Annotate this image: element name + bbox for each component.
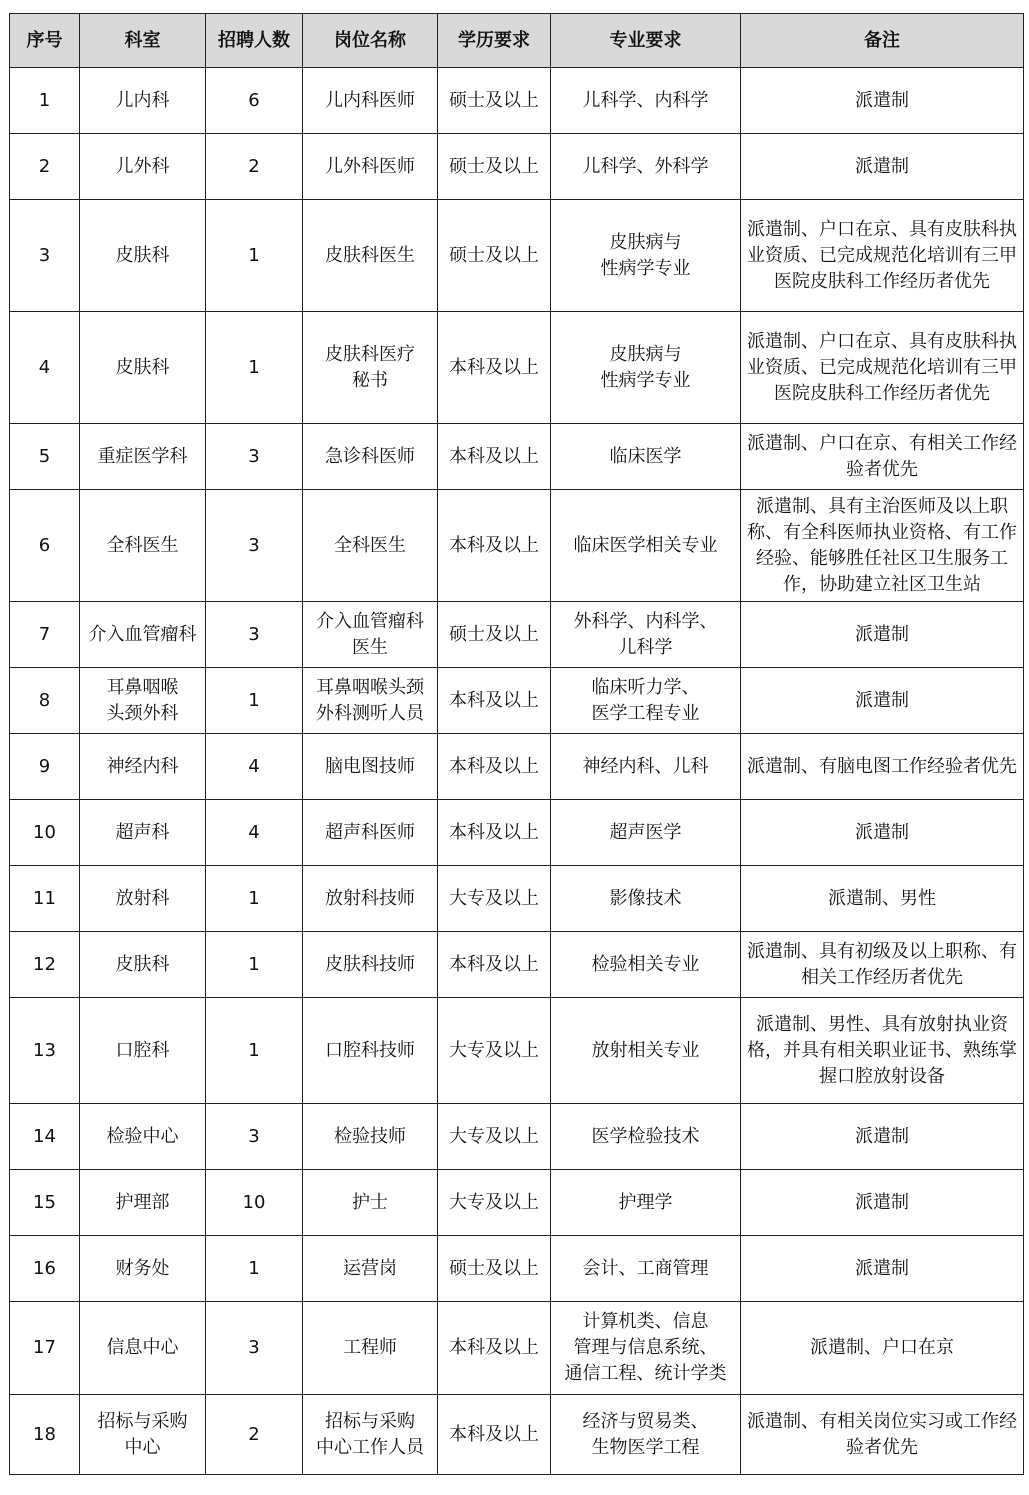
- cell-major: 皮肤病与 性病学专业: [551, 312, 741, 424]
- table-row: [10, 1170, 1024, 1236]
- cell-post: 皮肤科医生: [303, 200, 438, 312]
- cell-no: 14: [10, 1104, 80, 1170]
- table-row: [10, 866, 1024, 932]
- cell-major: 护理学: [551, 1170, 741, 1236]
- cell-dept: 护理部: [80, 1170, 206, 1236]
- cell-count: 3: [206, 490, 303, 602]
- cell-major: 神经内科、儿科: [551, 734, 741, 800]
- cell-count: 4: [206, 734, 303, 800]
- table-row: [10, 932, 1024, 998]
- cell-major: 医学检验技术: [551, 1104, 741, 1170]
- cell-edu: 本科及以上: [438, 312, 551, 424]
- cell-no: 6: [10, 490, 80, 602]
- table-row: [10, 998, 1024, 1104]
- cell-post: 急诊科医师: [303, 424, 438, 490]
- cell-post: 全科医生: [303, 490, 438, 602]
- cell-post: 工程师: [303, 1302, 438, 1395]
- cell-edu: 硕士及以上: [438, 1236, 551, 1302]
- cell-no: 4: [10, 312, 80, 424]
- col-header-dept: 科室: [80, 14, 206, 68]
- cell-dept: 儿内科: [80, 68, 206, 134]
- cell-note: 派遣制: [741, 68, 1024, 134]
- cell-post: 检验技师: [303, 1104, 438, 1170]
- cell-major: 检验相关专业: [551, 932, 741, 998]
- cell-dept: 全科医生: [80, 490, 206, 602]
- table-row: [10, 134, 1024, 200]
- cell-edu: 硕士及以上: [438, 602, 551, 668]
- cell-major: 放射相关专业: [551, 998, 741, 1104]
- cell-post: 皮肤科医疗 秘书: [303, 312, 438, 424]
- cell-count: 2: [206, 1395, 303, 1475]
- cell-major: 经济与贸易类、 生物医学工程: [551, 1395, 741, 1475]
- cell-edu: 大专及以上: [438, 1104, 551, 1170]
- cell-dept: 皮肤科: [80, 200, 206, 312]
- cell-major: 会计、工商管理: [551, 1236, 741, 1302]
- cell-count: 3: [206, 424, 303, 490]
- cell-edu: 本科及以上: [438, 734, 551, 800]
- table-row: [10, 1395, 1024, 1475]
- cell-no: 11: [10, 866, 80, 932]
- col-header-post: 岗位名称: [303, 14, 438, 68]
- cell-edu: 本科及以上: [438, 490, 551, 602]
- recruitment-table: [9, 13, 1024, 1475]
- cell-note: 派遣制、男性、具有放射执业资格，并具有相关职业证书、熟练掌握口腔放射设备: [741, 998, 1024, 1104]
- cell-count: 1: [206, 866, 303, 932]
- cell-post: 皮肤科技师: [303, 932, 438, 998]
- cell-post: 超声科医师: [303, 800, 438, 866]
- table-row: [10, 200, 1024, 312]
- cell-note: 派遣制: [741, 800, 1024, 866]
- cell-edu: 硕士及以上: [438, 68, 551, 134]
- cell-dept: 超声科: [80, 800, 206, 866]
- cell-note: 派遣制: [741, 1170, 1024, 1236]
- table-row: [10, 1236, 1024, 1302]
- cell-note: 派遣制: [741, 1104, 1024, 1170]
- cell-dept: 重症医学科: [80, 424, 206, 490]
- table-row: [10, 800, 1024, 866]
- cell-count: 1: [206, 312, 303, 424]
- cell-dept: 财务处: [80, 1236, 206, 1302]
- cell-post: 招标与采购 中心工作人员: [303, 1395, 438, 1475]
- table-row: [10, 1104, 1024, 1170]
- cell-edu: 大专及以上: [438, 866, 551, 932]
- cell-edu: 本科及以上: [438, 800, 551, 866]
- table-row: [10, 1302, 1024, 1395]
- cell-no: 3: [10, 200, 80, 312]
- cell-dept: 皮肤科: [80, 932, 206, 998]
- cell-no: 13: [10, 998, 80, 1104]
- cell-note: 派遣制: [741, 134, 1024, 200]
- cell-post: 运营岗: [303, 1236, 438, 1302]
- cell-edu: 本科及以上: [438, 932, 551, 998]
- cell-edu: 硕士及以上: [438, 134, 551, 200]
- cell-dept: 信息中心: [80, 1302, 206, 1395]
- cell-post: 脑电图技师: [303, 734, 438, 800]
- cell-count: 3: [206, 1104, 303, 1170]
- cell-note: 派遣制、有脑电图工作经验者优先: [741, 734, 1024, 800]
- cell-no: 10: [10, 800, 80, 866]
- cell-note: 派遣制、具有主治医师及以上职称、有全科医师执业资格、有工作经验、能够胜任社区卫生服务工作，协助建立社区卫生站: [741, 490, 1024, 602]
- table-row: [10, 68, 1024, 134]
- cell-major: 外科学、内科学、 儿科学: [551, 602, 741, 668]
- cell-count: 10: [206, 1170, 303, 1236]
- cell-count: 4: [206, 800, 303, 866]
- cell-no: 9: [10, 734, 80, 800]
- cell-major: 皮肤病与 性病学专业: [551, 200, 741, 312]
- cell-major: 临床医学: [551, 424, 741, 490]
- table-row: [10, 602, 1024, 668]
- cell-dept: 检验中心: [80, 1104, 206, 1170]
- cell-dept: 口腔科: [80, 998, 206, 1104]
- col-header-edu: 学历要求: [438, 14, 551, 68]
- cell-note: 派遣制: [741, 602, 1024, 668]
- cell-post: 护士: [303, 1170, 438, 1236]
- cell-edu: 本科及以上: [438, 668, 551, 734]
- cell-count: 6: [206, 68, 303, 134]
- cell-edu: 硕士及以上: [438, 200, 551, 312]
- cell-dept: 招标与采购 中心: [80, 1395, 206, 1475]
- cell-edu: 大专及以上: [438, 998, 551, 1104]
- cell-major: 临床听力学、 医学工程专业: [551, 668, 741, 734]
- cell-major: 儿科学、内科学: [551, 68, 741, 134]
- table-row: [10, 312, 1024, 424]
- cell-post: 口腔科技师: [303, 998, 438, 1104]
- cell-count: 1: [206, 668, 303, 734]
- cell-dept: 儿外科: [80, 134, 206, 200]
- cell-count: 1: [206, 1236, 303, 1302]
- cell-no: 5: [10, 424, 80, 490]
- cell-no: 1: [10, 68, 80, 134]
- cell-post: 儿外科医师: [303, 134, 438, 200]
- cell-edu: 本科及以上: [438, 1302, 551, 1395]
- cell-no: 18: [10, 1395, 80, 1475]
- cell-major: 影像技术: [551, 866, 741, 932]
- cell-count: 1: [206, 932, 303, 998]
- cell-dept: 神经内科: [80, 734, 206, 800]
- cell-note: 派遣制、户口在京: [741, 1302, 1024, 1395]
- cell-no: 8: [10, 668, 80, 734]
- col-header-count: 招聘人数: [206, 14, 303, 68]
- header-row: [10, 14, 1024, 68]
- cell-no: 16: [10, 1236, 80, 1302]
- cell-major: 儿科学、外科学: [551, 134, 741, 200]
- table-row: [10, 490, 1024, 602]
- cell-edu: 本科及以上: [438, 1395, 551, 1475]
- cell-no: 12: [10, 932, 80, 998]
- cell-dept: 介入血管瘤科: [80, 602, 206, 668]
- cell-no: 2: [10, 134, 80, 200]
- table-row: [10, 734, 1024, 800]
- cell-no: 7: [10, 602, 80, 668]
- col-header-note: 备注: [741, 14, 1024, 68]
- table-row: [10, 424, 1024, 490]
- cell-major: 临床医学相关专业: [551, 490, 741, 602]
- cell-count: 3: [206, 1302, 303, 1395]
- cell-post: 放射科技师: [303, 866, 438, 932]
- table-row: [10, 668, 1024, 734]
- cell-major: 计算机类、信息 管理与信息系统、 通信工程、统计学类: [551, 1302, 741, 1395]
- cell-note: 派遣制、户口在京、有相关工作经验者优先: [741, 424, 1024, 490]
- cell-dept: 皮肤科: [80, 312, 206, 424]
- cell-no: 15: [10, 1170, 80, 1236]
- cell-no: 17: [10, 1302, 80, 1395]
- cell-count: 3: [206, 602, 303, 668]
- col-header-no: 序号: [10, 14, 80, 68]
- cell-edu: 本科及以上: [438, 424, 551, 490]
- cell-count: 1: [206, 998, 303, 1104]
- cell-note: 派遣制、户口在京、具有皮肤科执业资质、已完成规范化培训有三甲医院皮肤科工作经历者优先: [741, 200, 1024, 312]
- cell-post: 儿内科医师: [303, 68, 438, 134]
- cell-note: 派遣制、户口在京、具有皮肤科执业资质、已完成规范化培训有三甲医院皮肤科工作经历者优先: [741, 312, 1024, 424]
- cell-note: 派遣制、具有初级及以上职称、有相关工作经历者优先: [741, 932, 1024, 998]
- cell-note: 派遣制: [741, 1236, 1024, 1302]
- cell-note: 派遣制、男性: [741, 866, 1024, 932]
- cell-note: 派遣制、有相关岗位实习或工作经验者优先: [741, 1395, 1024, 1475]
- cell-count: 2: [206, 134, 303, 200]
- cell-post: 介入血管瘤科 医生: [303, 602, 438, 668]
- cell-count: 1: [206, 200, 303, 312]
- cell-edu: 大专及以上: [438, 1170, 551, 1236]
- cell-dept: 放射科: [80, 866, 206, 932]
- cell-post: 耳鼻咽喉头颈 外科测听人员: [303, 668, 438, 734]
- cell-major: 超声医学: [551, 800, 741, 866]
- cell-note: 派遣制: [741, 668, 1024, 734]
- cell-dept: 耳鼻咽喉 头颈外科: [80, 668, 206, 734]
- col-header-major: 专业要求: [551, 14, 741, 68]
